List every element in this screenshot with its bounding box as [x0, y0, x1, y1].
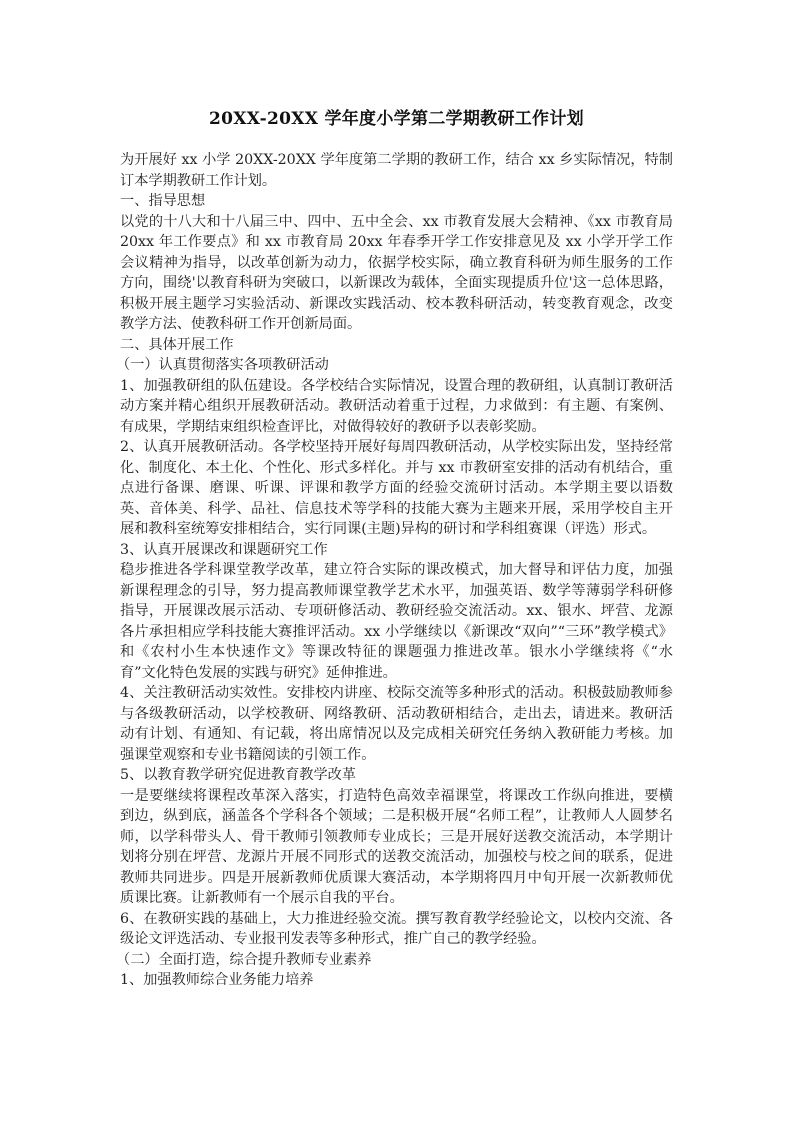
section-heading-guiding-thought: 一、指导思想: [120, 193, 206, 209]
subsection-heading-research-activities: （一）认真贯彻落实各项教研活动: [116, 357, 329, 373]
paragraph: 1、加强教师综合业务能力培养: [120, 972, 314, 988]
document-title: 20XX-20XX 学年度小学第二学期教研工作计划: [209, 109, 584, 129]
paragraph: 1、加强教研组的队伍建设。各学校结合实际情况，设置合理的教研组，认真制订教研活动方案并精心组织开展教研活动。教研活动着重于过程，力求做到：有主题、有案例、有成果，学期结束组织检查评比，对做得较好的教研予以表彰奖励。: [120, 377, 673, 435]
paragraph: 4、关注教研活动实效性。安排校内讲座、校际交流等多种形式的活动。积极鼓励教师参与各级教研活动，以学校教研、网络教研、活动教研相结合，走出去，请进来。教研活动有计划、有通知、有记载，将出席情况以及完成相关研究任务纳入教研能力考核。加强课堂观察和专业书籍阅读的引领工作。: [120, 685, 673, 763]
paragraph: 5、以教育教学研究促进教育教学改革: [120, 767, 357, 783]
intro-paragraph: 为开展好 xx 小学 20XX-20XX 学年度第二学期的教研工作，结合 xx 乡实际情况，特制订本学期教研工作计划。: [120, 152, 673, 189]
paragraph: 一是要继续将课程改革深入落实，打造特色高效幸福课堂，将课改工作纵向推进，要横到边，纵到底，涵盖各个学科各个领域；二是积极开展“名师工程”，让教师人人圆梦名师，以学科带头人、骨干教师引领教师专业成长；三是开展好送教交流活动，本学期计划将分别在坪营、龙源片开展不同形式的送教交流活动，加强校与校之间的联系，促进教师共同进步。四是开展新教师优质课大赛活动，本学期将四月中旬开展一次新教师优质课比赛。让新教师有一个展示自我的平台。: [120, 787, 673, 906]
subsection-heading-teacher-quality: （二）全面打造，综合提升教师专业素养: [116, 951, 372, 968]
paragraph: 稳步推进各学科课堂教学改革，建立符合实际的课改模式，加大督导和评估力度，加强新课程理念的引导，努力提高教师课堂教学艺术水平，加强英语、数学等薄弱学科研修指导，开展课改展示活动、专项研修活动、教研经验交流活动。xx、银水、坪营、龙源各片承担相应学科技能大赛推评活动。xx 小学继续以《新课改“双向”“三环”教学模式》和《农村小生本快速作文》等课改特征的课题强力推进改革。银水小学继续将《“水育”文化特色发展的实践与研究》延伸推进。: [120, 562, 673, 681]
section-heading-specific-work: 二、具体开展工作: [120, 336, 234, 353]
paragraph: 6、在教研实践的基础上，大力推进经验交流。撰写教育教学经验论文，以校内交流、各级论文评选活动、专业报刊发表等多种形式，推广自己的教学经验。: [120, 910, 673, 947]
paragraph: 以党的十八大和十八届三中、四中、五中全会、xx 市教育发展大会精神、《xx 市教育局 20xx 年工作要点》和 xx 市教育局 20xx 年春季开学工作安排意见及 xx 小学开学工作会议精神为指导，以改革创新为动力，依据学校实际，确立教育科研为师生服务的工作方向，围绕'以教育科研为突破口，以新课改为载体，全面实现提质升位'这一总体思路，积极开展主题学习实验活动、新课改实践活动、校本教科研活动，转变教育观念，改变教学方法、使教科研工作开创新局面。: [120, 213, 673, 332]
document-body: [116, 150, 673, 991]
paragraph: 3、认真开展课改和课题研究工作: [120, 541, 328, 558]
paragraph: 2、认真开展教研活动。各学校坚持开展好每周四教研活动，从学校实际出发，坚持经常化、制度化、本土化、个性化、形式多样化。并与 xx 市教研室安排的活动有机结合，重点进行备课、磨课、听课、评课和教学方面的经验交流研讨活动。本学期主要以语数英、音体美、科学、品社、信息技术等学科的技能大赛为主题来开展，采用学校自主开展和教科室统筹安排相结合，实行同课(主题)异构的研讨和学科组赛课（评选）形式。: [120, 439, 673, 537]
